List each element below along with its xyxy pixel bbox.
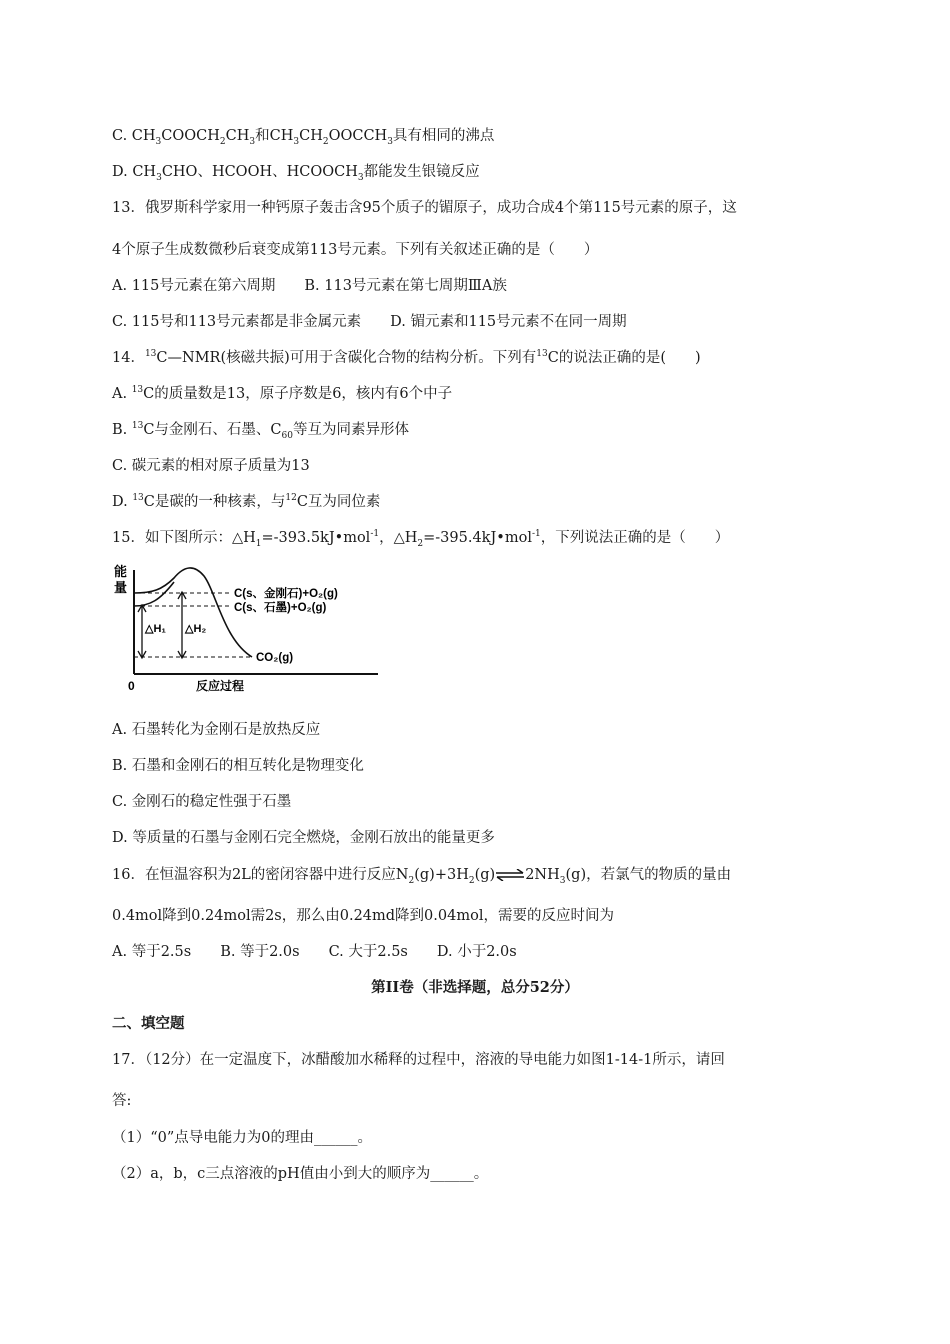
- question-17-stem-2: 答:: [112, 1093, 132, 1109]
- diamond-label: C(s、金刚石)+O₂(g): [234, 588, 338, 600]
- question-16-stem-1: 16．在恒温容积为2L的密闭容器中进行反应$N_2(g)+3H_2(g)$ $2NH_3(g)$，若氯气的物质的量由: [112, 867, 732, 886]
- section-2-title: 第II卷（非选择题，总分52分）: [371, 979, 579, 996]
- question-17-stem-1: 17．（12分）在一定温度下，冰醋酸加水稀释的过程中，溶液的导电能力如图1-14-1所示，请回: [112, 1052, 725, 1068]
- question-15-stem: 15．如下图所示：$\triangle H_1=-393.5kJ•mol^{-1}$，$\triangle H_2=-395.4kJ•mol^{-1}$，下列说法正确的是（ ）: [112, 529, 730, 549]
- origin-label: 0: [128, 679, 135, 693]
- option-12d: D. $CH_3CHO$、HCOOH、$HCOOCH_3$都能发生银镜反应: [112, 164, 480, 183]
- question-15-option-d: D. 等质量的石墨与金刚石完全燃烧，金刚石放出的能量更多: [112, 830, 495, 846]
- section-2-heading: 二、填空题: [112, 1015, 185, 1032]
- question-17-part-1: （1）“0”点导电能力为0的理由______。: [112, 1130, 373, 1146]
- graphite-curve: [134, 582, 174, 606]
- question-13-options-ab: A. 115号元素在第六周期 B. 113号元素在第七周期ⅢA族: [112, 278, 507, 294]
- option-12c: C. $CH_3COOCH_2CH_3$和$CH_3CH_2OOCCH_3$具有相同的沸点: [112, 128, 495, 147]
- question-16-stem-2: 0.4mol降到0.24mol需2s，那么由0.24md降到0.04mol，需要的反应时间为: [112, 908, 614, 924]
- dh1-label: △H₁: [145, 623, 166, 635]
- question-14-option-b: B. $^{13}$C与金刚石、石墨、$C_{60}$等互为同素异形体: [112, 421, 409, 441]
- x-label: 反应过程: [196, 679, 245, 693]
- question-15-option-b: B. 石墨和金刚石的相互转化是物理变化: [112, 758, 364, 774]
- question-13-stem-1: 13．俄罗斯科学家用一种钙原子轰击含95个质子的镅原子，成功合成4个第115号元素的原子，这: [112, 200, 737, 216]
- question-14-stem: 14．$^{13}$C—NMR(核磁共振)可用于含碳化合物的结构分析。下列有$^{13}$C的说法正确的是( ): [112, 349, 701, 366]
- y-label-1: 能: [114, 564, 128, 579]
- question-16-options: A. 等于2.5s B. 等于2.0s C. 大于2.5s D. 小于2.0s: [112, 944, 517, 960]
- energy-diagram: [112, 560, 382, 696]
- question-14-option-a: A. $^{13}$C的质量数是13，原子序数是6，核内有6个中子: [112, 385, 453, 402]
- question-17-part-2: （2）a，b，c三点溶液的pH值由小到大的顺序为______。: [112, 1166, 489, 1182]
- question-15-option-a: A. 石墨转化为金刚石是放热反应: [112, 722, 321, 738]
- co2-label: CO₂(g): [256, 652, 294, 664]
- question-13-options-cd: C. 115号和113号元素都是非金属元素 D. 镅元素和115号元素不在同一周期: [112, 314, 627, 330]
- dh2-label: △H₂: [185, 623, 207, 635]
- question-15-option-c: C. 金刚石的稳定性强于石墨: [112, 794, 292, 810]
- equilibrium-arrow-icon: [495, 869, 525, 881]
- question-14-option-c: C. 碳元素的相对原子质量为13: [112, 458, 310, 474]
- y-label-2: 量: [114, 580, 128, 595]
- graphite-label: C(s、石墨)+O₂(g): [234, 602, 327, 614]
- question-13-stem-2: 4个原子生成数微秒后衰变成第113号元素。下列有关叙述正确的是（ ）: [112, 242, 599, 258]
- question-14-option-d: D. $^{13}$C是碳的一种核素，与$^{12}$C互为同位素: [112, 493, 381, 510]
